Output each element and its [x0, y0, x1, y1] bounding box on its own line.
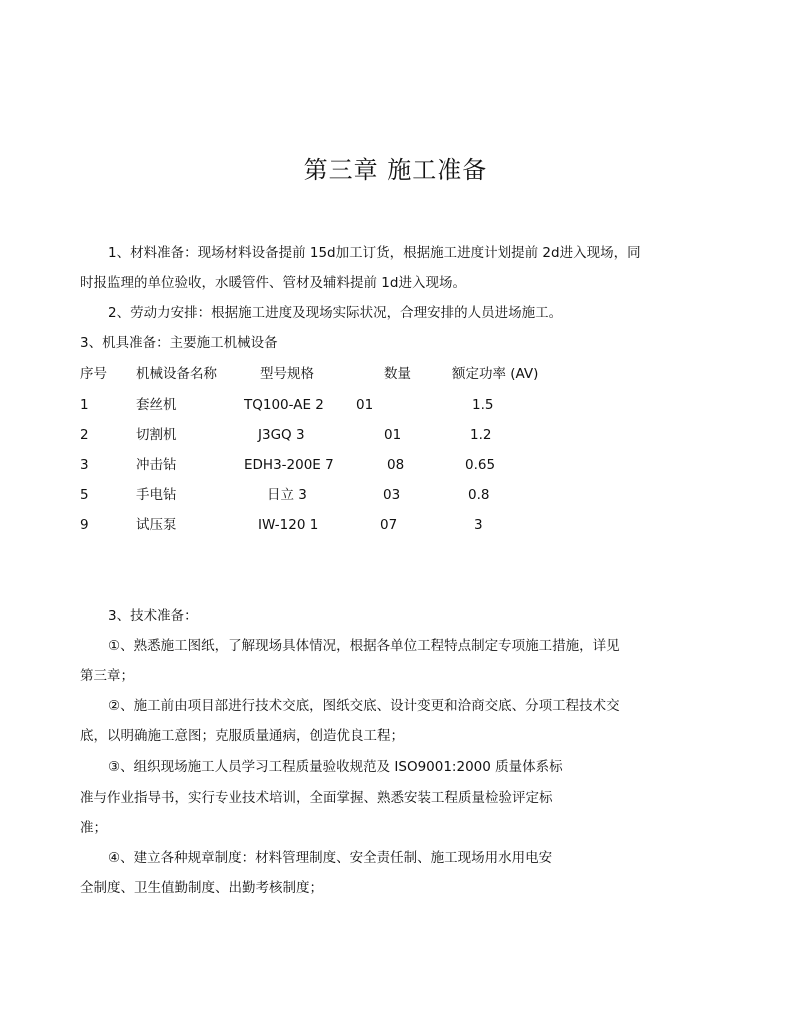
row-power: 3 [474, 517, 483, 533]
row-qty: 03 [383, 487, 401, 503]
header-power: 额定功率 (AV) [452, 366, 539, 382]
row-qty: 01 [384, 427, 402, 443]
tech-item-2-line-2: 底，以明确施工意图；克服质量通病，创造优良工程； [80, 728, 404, 744]
row-qty: 07 [380, 517, 398, 533]
header-qty: 数量 [384, 366, 411, 382]
row-name: 试压泵 [136, 517, 177, 533]
page-title: 第三章 施工准备 [303, 156, 488, 184]
row-model: J3GQ 3 [258, 427, 305, 443]
row-name: 切割机 [136, 427, 177, 443]
row-name: 手电钻 [136, 487, 177, 503]
header-no: 序号 [80, 366, 107, 382]
equipment-prep-heading: 3、机具准备：主要施工机械设备 [80, 335, 278, 351]
row-model: IW-120 1 [258, 517, 319, 533]
row-power: 0.8 [468, 487, 490, 503]
row-no: 3 [80, 457, 89, 473]
tech-item-1-line-2: 第三章； [80, 668, 134, 684]
labor-arrangement-line: 2、劳动力安排：根据施工进度及现场实际状况，合理安排的人员进场施工。 [108, 305, 563, 321]
row-model: 日立 3 [267, 487, 307, 503]
header-model: 型号规格 [260, 366, 314, 382]
row-no: 2 [80, 427, 89, 443]
tech-item-3-line-1: ③、组织现场施工人员学习工程质量验收规范及 ISO9001:2000 质量体系标 [108, 759, 563, 775]
row-power: 1.5 [472, 397, 494, 413]
row-power: 1.2 [470, 427, 492, 443]
row-model: TQ100-AE 2 [244, 397, 324, 413]
tech-item-1-line-1: ①、熟悉施工图纸，了解现场具体情况，根据各单位工程特点制定专项施工措施，详见 [108, 638, 620, 654]
row-qty: 08 [387, 457, 405, 473]
material-prep-line-2: 时报监理的单位验收，水暖管件、管材及辅料提前 1d进入现场。 [80, 275, 466, 291]
header-name: 机械设备名称 [136, 366, 217, 382]
tech-item-4-line-1: ④、建立各种规章制度：材料管理制度、安全责任制、施工现场用水用电安 [108, 850, 553, 866]
row-qty: 01 [356, 397, 374, 413]
tech-item-3-line-2: 准与作业指导书，实行专业技术培训，全面掌握、熟悉安装工程质量检验评定标 [80, 790, 553, 806]
row-no: 1 [80, 397, 89, 413]
tech-item-3-line-3: 准； [80, 820, 107, 836]
row-name: 套丝机 [136, 397, 177, 413]
row-name: 冲击钻 [136, 457, 177, 473]
tech-prep-heading: 3、技术准备： [108, 608, 198, 624]
tech-item-2-line-1: ②、施工前由项目部进行技术交底，图纸交底、设计变更和洽商交底、分项工程技术交 [108, 698, 620, 714]
row-model: EDH3-200E 7 [244, 457, 334, 473]
row-no: 5 [80, 487, 89, 503]
material-prep-line-1: 1、材料准备：现场材料设备提前 15d加工订货，根据施工进度计划提前 2d进入现场，同 [108, 245, 641, 261]
row-power: 0.65 [465, 457, 496, 473]
tech-item-4-line-2: 全制度、卫生值勤制度、出勤考核制度； [80, 880, 323, 896]
row-no: 9 [80, 517, 89, 533]
